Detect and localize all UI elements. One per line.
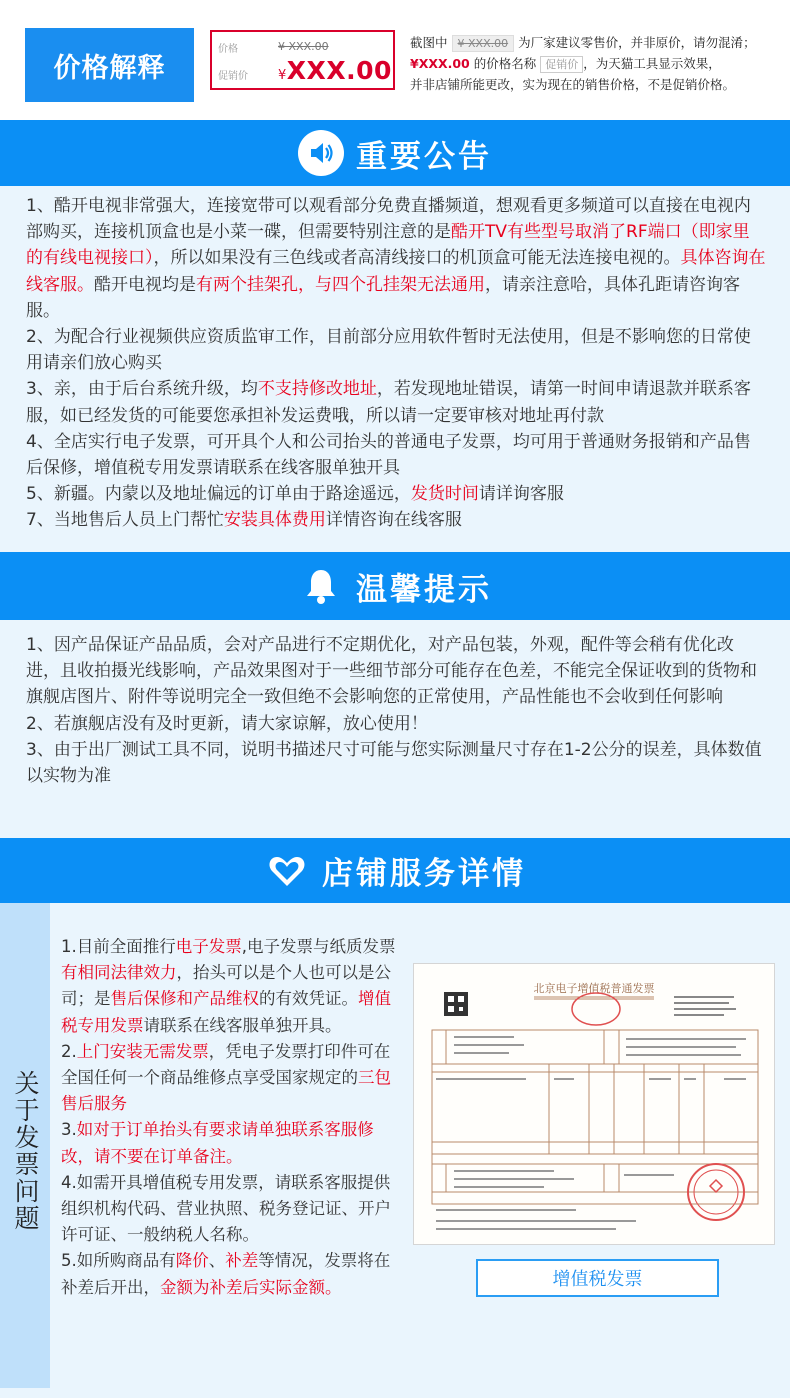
- price-explanation-header: [0, 0, 790, 120]
- price-explanation-badge: 价格解释: [25, 28, 194, 102]
- announcement-item: 1、酷开电视非常强大，连接宽带可以观看部分免费直播频道，想观看更多频道可以直接在电视内部购买，连接机顶盒也是小菜一碟，但需要特别注意的是酷开TV有些型号取消了RF端口（即家里的有线电视接口），所以如果没有三色线或者高清线接口的机顶盒可能无法连接电视的。具体咨询在线客服。酷开电视均是有两个挂架孔，与四个孔挂架无法通用，请亲注意哈，具体孔距请咨询客服。: [26, 196, 766, 321]
- sale-price-label: 促销价: [218, 71, 248, 82]
- tip-item: 3、由于出厂测试工具不同，说明书描述尺寸可能与您实际测量尺寸存在1-2公分的误差，具体数值以实物为准: [26, 739, 762, 787]
- price-example-box: [210, 30, 395, 90]
- tip-item: 1、因产品保证产品品质，会对产品进行不定期优化，对产品包装，外观，配件等会稍有优化改进，且收拍摄光线影响，产品效果图对于一些细节部分可能存在色差，不能完全保证收到的货物和旗舰店图片、附件等说明完全一致但绝不会影响您的正常使用，产品性能也不会收到任何影响: [26, 635, 757, 708]
- announcement-title: 重要公告: [356, 138, 492, 175]
- announcement-item: 2、为配合行业视频供应资质监审工作，目前部分应用软件暂时无法使用，但是不影响您的日常使用请亲们放心购买: [26, 327, 751, 374]
- invoice-item: 3.如对于订单抬头有要求请单独联系客服修改，请不要在订单备注。: [61, 1120, 374, 1166]
- invoice-doc-title: 北京电子增值税普通发票: [533, 982, 655, 995]
- strike-price: ¥ XXX.00: [452, 35, 515, 52]
- service-header: [0, 838, 790, 903]
- price-note: 截图中 ¥ XXX.00 为厂家建议零售价，并非原价，请勿混淆； ¥XXX.00 的价格名称 促销价 ，为天猫工具显示效果， 并非店铺所能更改，实为现在的销售价格，不是促销价格。: [410, 35, 756, 92]
- tips-header: [0, 552, 790, 620]
- announcement-header: [0, 120, 790, 186]
- vat-invoice-button[interactable]: 增值税发票: [476, 1259, 719, 1297]
- invoice-item: 4.如需开具增值税专用发票，请联系客服提供组织机构代码、营业执照、税务登记证、开户许可证、一般纳税人名称。: [61, 1172, 391, 1245]
- speaker-icon: [298, 130, 344, 176]
- original-price: ¥ XXX.00: [278, 40, 329, 53]
- invoice-sample-image: [413, 963, 775, 1245]
- tips-body: [0, 620, 790, 838]
- announcement-item: 3、亲，由于后台系统升级，均不支持修改地址，若发现地址错误，请第一时间申请退款并联系客服，如已经发货的可能要您承担补发运费哦，所以请一定要审核对地址再付款: [26, 379, 751, 426]
- invoice-item: 2.上门安装无需发票，凭电子发票打印件可在全国任何一个商品维修点享受国家规定的三包售后服务: [61, 1041, 391, 1114]
- bottom-band: [0, 1388, 790, 1398]
- invoice-item: 1.目前全面推行电子发票,电子发票与纸质发票有相同法律效力，抬头可以是个人也可以是公司；是售后保修和产品维权的有效凭证。增值税专用发票请联系在线客服单独开具。: [61, 937, 396, 1035]
- tip-item: 2、若旗舰店没有及时更新，请大家谅解，放心使用！: [26, 713, 428, 734]
- announcement-item: 7、当地售后人员上门帮忙安装具体费用详情咨询在线客服: [26, 510, 462, 531]
- bell-icon: [298, 563, 344, 609]
- invoice-side-tab: 关于发票问题: [0, 903, 50, 1398]
- announcement-item: 4、全店实行电子发票，可开具个人和公司抬头的普通电子发票，均可用于普通财务报销和产品售后保修，增值税专用发票请联系在线客服单独开具: [26, 431, 751, 479]
- note-sale-price: ¥XXX.00: [410, 56, 470, 71]
- invoice-item: 5.如所购商品有降价、补差等情况，发票将在补差后开出，金额为补差后实际金额。: [61, 1251, 391, 1297]
- announcement-body: [0, 186, 790, 552]
- heart-icon: [264, 848, 310, 894]
- invoice-text: [61, 934, 398, 1301]
- price-label: 价格: [218, 44, 238, 55]
- tips-title: 温馨提示: [356, 571, 492, 608]
- service-title: 店铺服务详情: [322, 856, 526, 892]
- note-sale-box: 促销价: [540, 56, 583, 73]
- announcement-item: 5、新疆。内蒙以及地址偏远的订单由于路途遥远，发货时间请详询客服: [26, 484, 564, 505]
- sale-price: ¥XXX.00: [278, 56, 392, 85]
